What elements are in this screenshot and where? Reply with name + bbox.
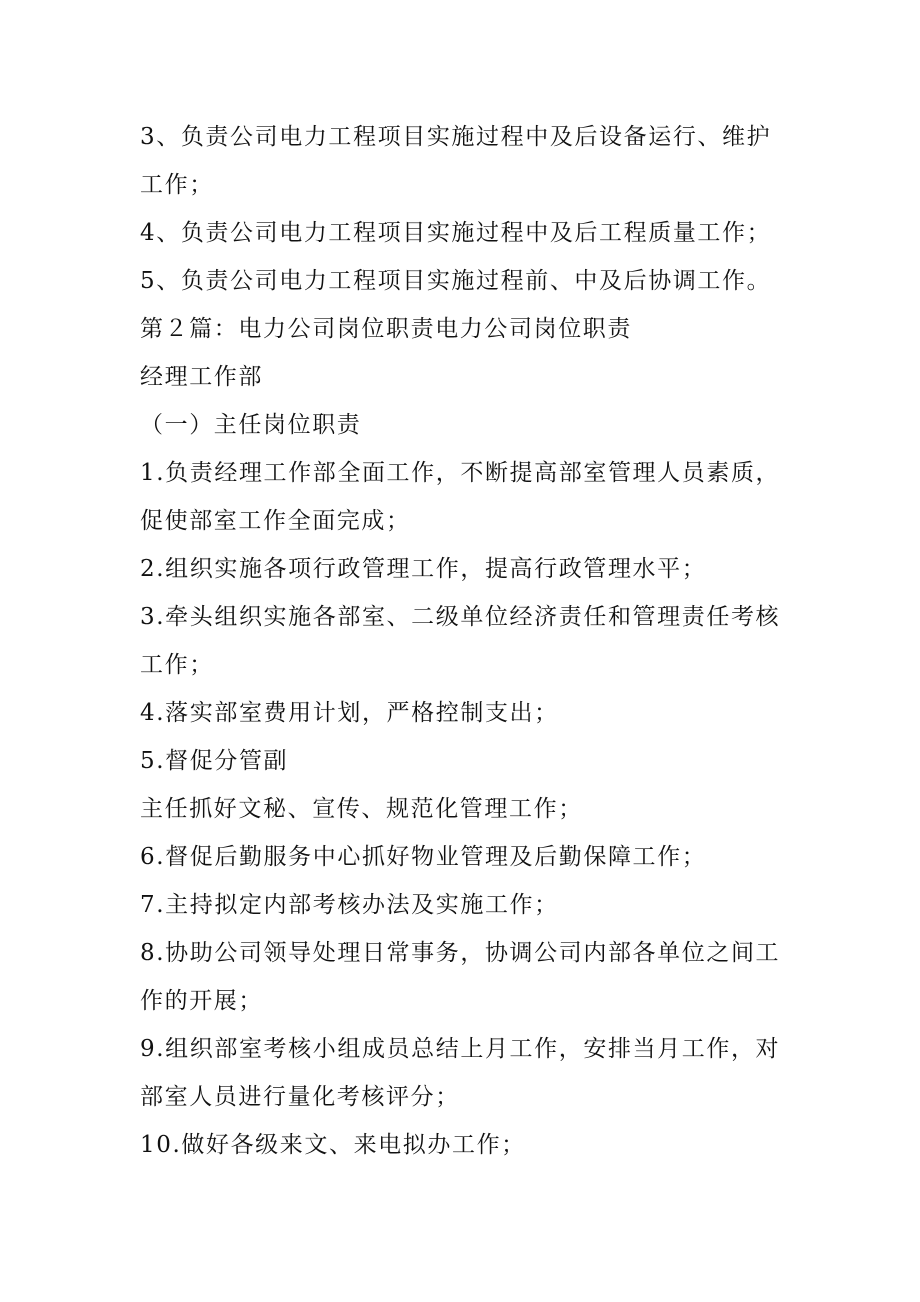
list-item: 3.牵头组织实施各部室、二级单位经济责任和管理责任考核 [140,604,781,630]
list-item-continuation: 作的开展； [140,988,263,1014]
list-item: 9.组织部室考核小组成员总结上月工作，安排当月工作，对 [140,1036,781,1062]
section-heading: 第２篇：电力公司岗位职责电力公司岗位职责 [140,316,632,342]
list-item: 6.督促后勤服务中心抓好物业管理及后勤保障工作； [140,844,707,870]
paragraph-line: 5、负责公司电力工程项目实施过程前、中及后协调工作。 [140,268,772,294]
list-item: 2.组织实施各项行政管理工作，提高行政管理水平； [140,556,707,582]
list-item-continuation: 促使部室工作全面完成； [140,508,411,534]
list-item-continuation: 部室人员进行量化考核评分； [140,1084,460,1110]
list-item: 7.主持拟定内部考核办法及实施工作； [140,892,559,918]
paragraph-line: 4、负责公司电力工程项目实施过程中及后工程质量工作； [140,220,772,246]
paragraph-line: 工作； [140,172,214,198]
list-item: 1.负责经理工作部全面工作，不断提高部室管理人员素质， [140,460,781,486]
list-item-continuation: 主任抓好文秘、宣传、规范化管理工作； [140,796,583,822]
list-item-continuation: 工作； [140,652,214,678]
list-item: 8.协助公司领导处理日常事务，协调公司内部各单位之间工 [140,940,781,966]
department-title: 经理工作部 [140,364,263,390]
list-item: 4.落实部室费用计划，严格控制支出； [140,700,559,726]
subsection-heading: （一）主任岗位职责 [140,412,362,438]
list-item: 5.督促分管副 [140,748,289,774]
list-item: 10.做好各级来文、来电拟办工作； [140,1132,526,1158]
paragraph-line: 3、负责公司电力工程项目实施过程中及后设备运行、维护 [140,124,772,150]
